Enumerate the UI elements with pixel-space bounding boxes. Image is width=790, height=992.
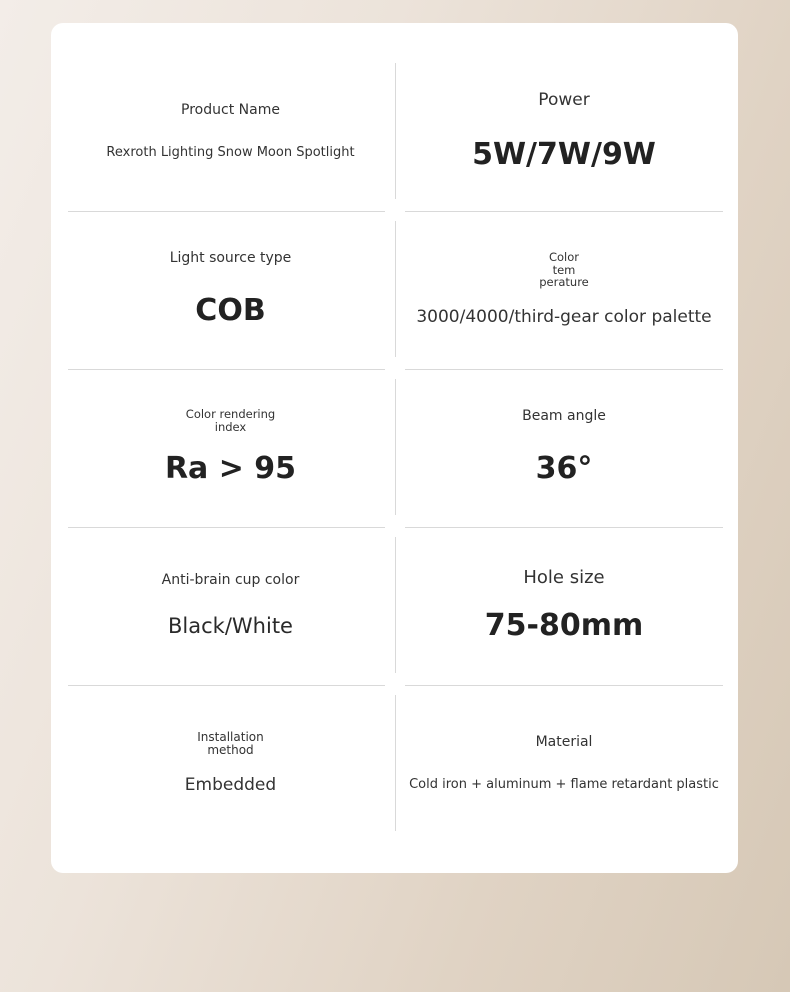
row-divider bbox=[405, 527, 723, 528]
row-divider bbox=[405, 369, 723, 370]
spec-value: Embedded bbox=[184, 775, 277, 796]
column-divider bbox=[395, 63, 396, 199]
spec-cell-power bbox=[405, 63, 723, 199]
spec-row bbox=[68, 221, 723, 379]
spec-value: 75-80mm bbox=[484, 608, 644, 644]
spec-value: Ra > 95 bbox=[164, 451, 297, 487]
spec-cell-beam-angle bbox=[405, 379, 723, 515]
spec-cell-hole-size bbox=[405, 537, 723, 673]
spec-cell-color-temperature bbox=[405, 221, 723, 357]
column-divider bbox=[395, 695, 396, 831]
spec-cell-cup-color bbox=[68, 537, 393, 673]
spec-label: Color tem perature bbox=[539, 250, 589, 290]
spec-row bbox=[68, 63, 723, 221]
spec-cell-material bbox=[405, 695, 723, 831]
row-divider bbox=[68, 369, 385, 370]
spec-row bbox=[68, 537, 723, 695]
spec-label: Light source type bbox=[169, 250, 292, 267]
row-divider bbox=[405, 211, 723, 212]
row-divider bbox=[68, 211, 385, 212]
spec-label: Material bbox=[535, 734, 593, 751]
spec-label: Anti-brain cup color bbox=[161, 571, 300, 588]
spec-label: Product Name bbox=[181, 102, 280, 119]
spec-cell-color-rendering bbox=[68, 379, 393, 515]
spec-value: Rexroth Lighting Snow Moon Spotlight bbox=[106, 144, 355, 160]
column-divider bbox=[395, 221, 396, 357]
spec-cell-installation bbox=[68, 695, 393, 831]
spec-value: 5W/7W/9W bbox=[472, 136, 656, 172]
spec-cell-product-name bbox=[68, 63, 393, 199]
spec-label: Power bbox=[538, 90, 590, 111]
spec-value: Cold iron + aluminum + flame retardant plastic bbox=[409, 776, 719, 792]
row-divider bbox=[68, 685, 385, 686]
spec-value: Black/White bbox=[168, 614, 293, 639]
column-divider bbox=[395, 379, 396, 515]
spec-card bbox=[51, 23, 738, 873]
spec-label: Hole size bbox=[523, 566, 605, 588]
column-divider bbox=[395, 537, 396, 673]
spec-label: Installation method bbox=[197, 729, 264, 757]
spec-grid bbox=[68, 63, 723, 853]
spec-cell-light-source bbox=[68, 221, 393, 357]
spec-value: 3000/4000/third-gear color palette bbox=[416, 306, 712, 327]
spec-value: 36° bbox=[535, 450, 593, 486]
spec-row bbox=[68, 695, 723, 853]
spec-label: Beam angle bbox=[522, 408, 606, 425]
spec-label: Color rendering index bbox=[185, 406, 276, 434]
spec-value: COB bbox=[195, 292, 266, 328]
row-divider bbox=[405, 685, 723, 686]
spec-row bbox=[68, 379, 723, 537]
row-divider bbox=[68, 527, 385, 528]
